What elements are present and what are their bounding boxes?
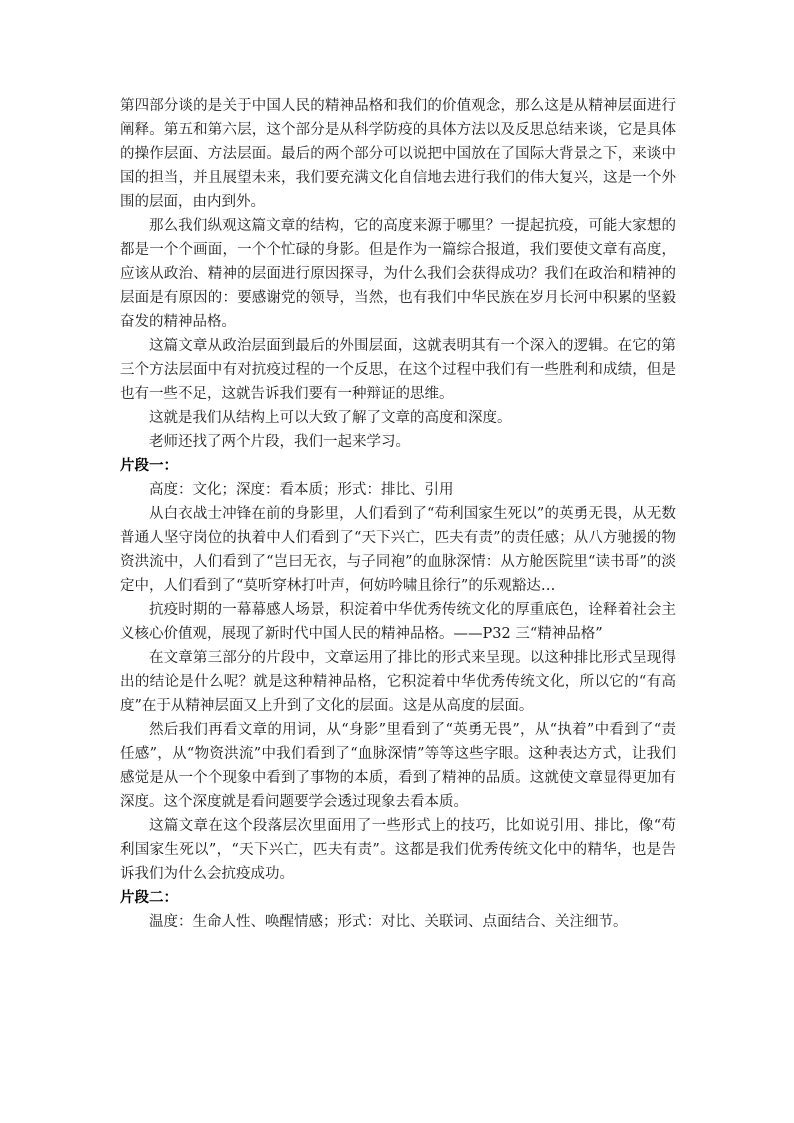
- excerpt-one-analysis-form: 这篇文章在这个段落层次里面用了一些形式上的技巧，比如说引用、排比，像“苟利国家生死以”，“天下兴亡，匹夫有责”。这都是我们优秀传统文化中的精华，也是告诉我们为什么会抗疫成功。: [120, 818, 676, 882]
- paragraph-summary: 这就是我们从结构上可以大致了解了文章的高度和深度。: [149, 410, 512, 426]
- excerpt-one-analysis-height: 在文章第三部分的片段中，文章运用了排比的形式来呈现。以这种排比形式呈现得出的结论是什么呢？就是这种精神品格，它积淀着中华优秀传统文化，所以它的“有高度”在于从精神层面又上升到了文化的层面。这是从高度的层面。: [120, 650, 676, 714]
- excerpt-one-tags: 高度：文化；深度：看本质；形式：排比、引用: [149, 482, 454, 498]
- document-body: [120, 94, 676, 934]
- section-heading-excerpt-one: 片段一：: [120, 458, 178, 474]
- excerpt-one-analysis-depth: 然后我们再看文章的用词，从“身影”里看到了“英勇无畏”，从“执着”中看到了“责任感”，从“物资洪流”中我们看到了“血脉深情”等等这些字眼。这种表达方式，让我们感觉是从一个个现象中看到了事物的本质，看到了精神的品质。这就使文章显得更加有深度。这个深度就是看问题要学会透过现象去看本质。: [120, 722, 676, 810]
- paragraph-transition: 老师还找了两个片段，我们一起来学习。: [149, 434, 410, 450]
- excerpt-two-tags: 温度：生命人性、唤醒情感；形式：对比、关联词、点面结合、关注细节。: [149, 914, 628, 930]
- excerpt-one-quote: 从白衣战士冲锋在前的身影里，人们看到了“苟利国家生死以”的英勇无畏，从无数普通人坚守岗位的执着中人们看到了“天下兴亡，匹夫有责”的责任感；从八方驰援的物资洪流中，人们看到了“岂曰无衣，与子同袍”的血脉深情：从方舱医院里“读书哥”的淡定中，人们看到了“莫听穿林打叶声，何妨吟啸且徐行”的乐观豁达…: [120, 506, 676, 594]
- excerpt-one-quote-conclusion: 抗疫时期的一幕幕感人场景，积淀着中华优秀传统文化的厚重底色，诠释着社会主义核心价值观，展现了新时代中国人民的精神品格。——P32 三“精神品格”: [120, 602, 676, 642]
- paragraph-height-source: 那么我们纵观这篇文章的结构，它的高度来源于哪里？一提起抗疫，可能大家想的都是一个个画面，一个个忙碌的身影。但是作为一篇综合报道，我们要使文章有高度，应该从政治、精神的层面进行原因探寻，为什么我们会获得成功？我们在政治和精神的层面是有原因的：要感谢党的领导，当然，也有我们中华民族在岁月长河中积累的坚毅奋发的精神品格。: [120, 218, 676, 330]
- section-heading-excerpt-two: 片段二：: [120, 890, 178, 906]
- paragraph-logic-depth: 这篇文章从政治层面到最后的外围层面，这就表明其有一个深入的逻辑。在它的第三个方法层面中有对抗疫过程的一个反思，在这个过程中我们有一些胜利和成绩，但是也有一些不足，这就告诉我们要有一种辩证的思维。: [120, 338, 676, 402]
- paragraph-structure-overview: 第四部分谈的是关于中国人民的精神品格和我们的价值观念，那么这是从精神层面进行阐释。第五和第六层，这个部分是从科学防疫的具体方法以及反思总结来谈，它是具体的操作层面、方法层面。最后的两个部分可以说把中国放在了国际大背景之下，来谈中国的担当，并且展望未来，我们要充满文化自信地去进行我们的伟大复兴，这是一个外围的层面，由内到外。: [120, 98, 676, 210]
